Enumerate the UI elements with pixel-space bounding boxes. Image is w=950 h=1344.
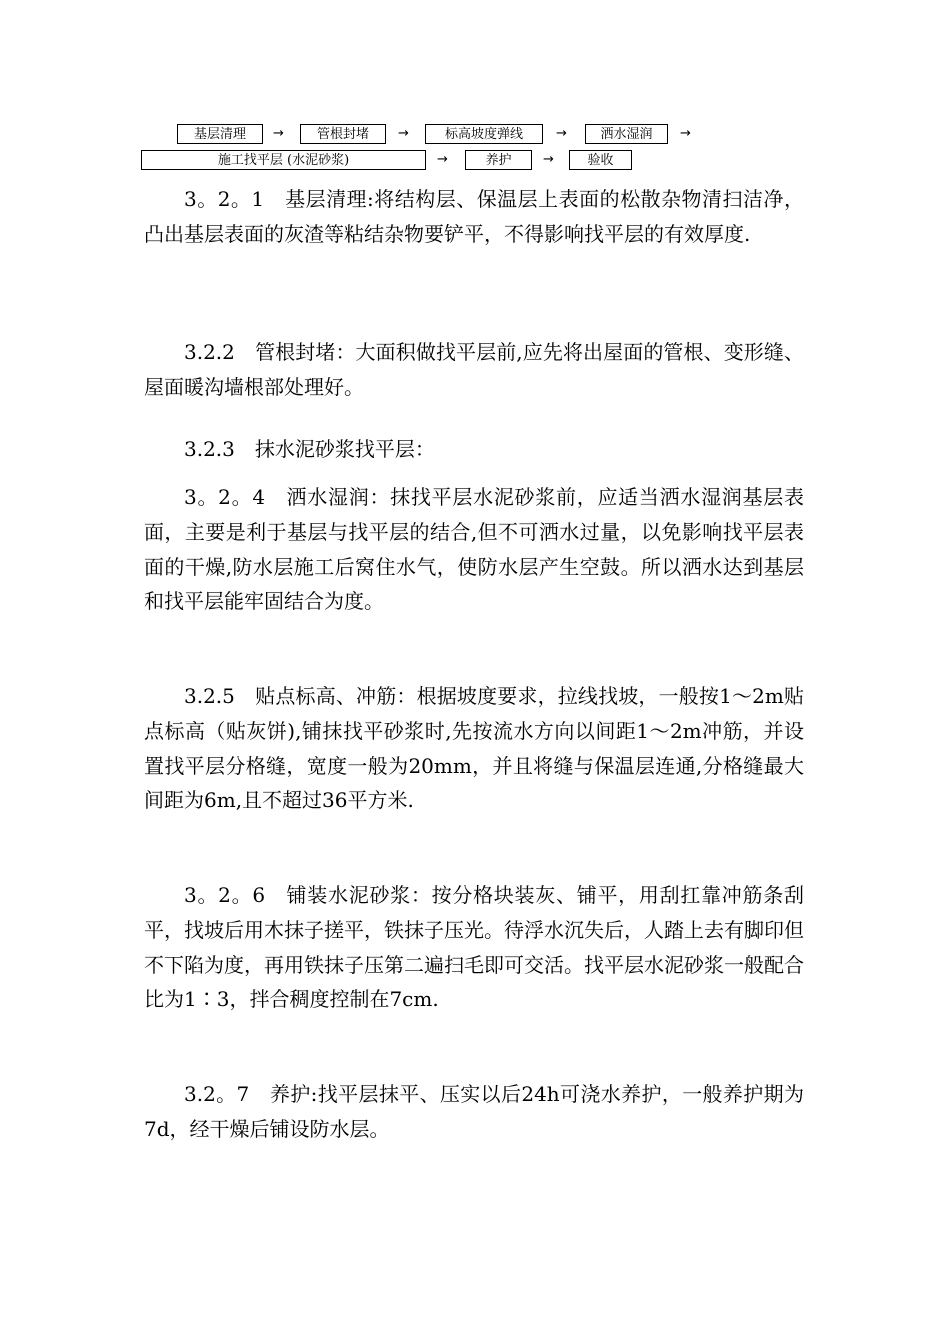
- flow-step-curing: 养护: [465, 150, 532, 170]
- paragraph-3-2-5: 3.2.5 贴点标高、冲筋：根据坡度要求，拉线找坡，一般按1～2m贴点标高（贴灰饼),铺抹找平砂浆时,先按流水方向以间距1～2m冲筋，并设置找平层分格缝，宽度一般为20mm，并且将缝与保温层连通,分格缝最大间距为6m,且不超过36平方米.: [144, 684, 804, 813]
- flow-step-acceptance: 验收: [569, 150, 632, 170]
- flow-arrow-icon: →: [437, 152, 448, 167]
- flow-arrow-icon: →: [543, 152, 554, 167]
- paragraph-3-2-3: 3.2.3 抹水泥砂浆找平层：: [184, 437, 435, 461]
- flow-arrow-icon: →: [680, 126, 691, 141]
- flow-step-leveling-layer: 施工找平层 (水泥砂浆): [141, 150, 426, 170]
- paragraph-3-2-4: 3。2。4 洒水湿润：抹找平层水泥砂浆前，应适当洒水湿润基层表面，主要是利于基层与找平层的结合,但不可洒水过量，以免影响找平层表面的干燥,防水层施工后窝住水气，使防水层产生空鼓。所以洒水达到基层和找平层能牢固结合为度。: [144, 485, 804, 614]
- flow-step-wetting: 洒水湿润: [585, 124, 668, 144]
- flow-arrow-icon: →: [273, 126, 284, 141]
- paragraph-3-2-1: 3。2。1 基层清理:将结构层、保温层上表面的松散杂物清扫洁净，凸出基层表面的灰渣等粘结杂物要铲平，不得影响找平层的有效厚度.: [144, 187, 804, 246]
- flow-step-base-cleaning: 基层清理: [177, 124, 263, 144]
- flow-step-elevation-line: 标高坡度弹线: [425, 124, 543, 144]
- flow-arrow-icon: →: [398, 126, 409, 141]
- process-flowchart: [0, 0, 950, 190]
- paragraph-3-2-6: 3。2。6 铺装水泥砂浆：按分格块装灰、铺平，用刮扛靠冲筋条刮平，找坡后用木抹子搓平，铁抹子压光。待浮水沉失后，人踏上去有脚印但不下陷为度，再用铁抹子压第二遍扫毛即可交活。找平层水泥砂浆一般配合比为1∶3，拌合稠度控制在7cm.: [144, 883, 804, 1012]
- flow-arrow-icon: →: [556, 126, 567, 141]
- paragraph-3-2-7: 3.2。7 养护:找平层抹平、压实以后24h可浇水养护，一般养护期为7d，经干燥后铺设防水层。: [144, 1082, 804, 1141]
- flow-step-pipe-sealing: 管根封堵: [300, 124, 386, 144]
- paragraph-3-2-2: 3.2.2 管根封堵：大面积做找平层前,应先将出屋面的管根、变形缝、屋面暖沟墙根部处理好。: [144, 340, 804, 399]
